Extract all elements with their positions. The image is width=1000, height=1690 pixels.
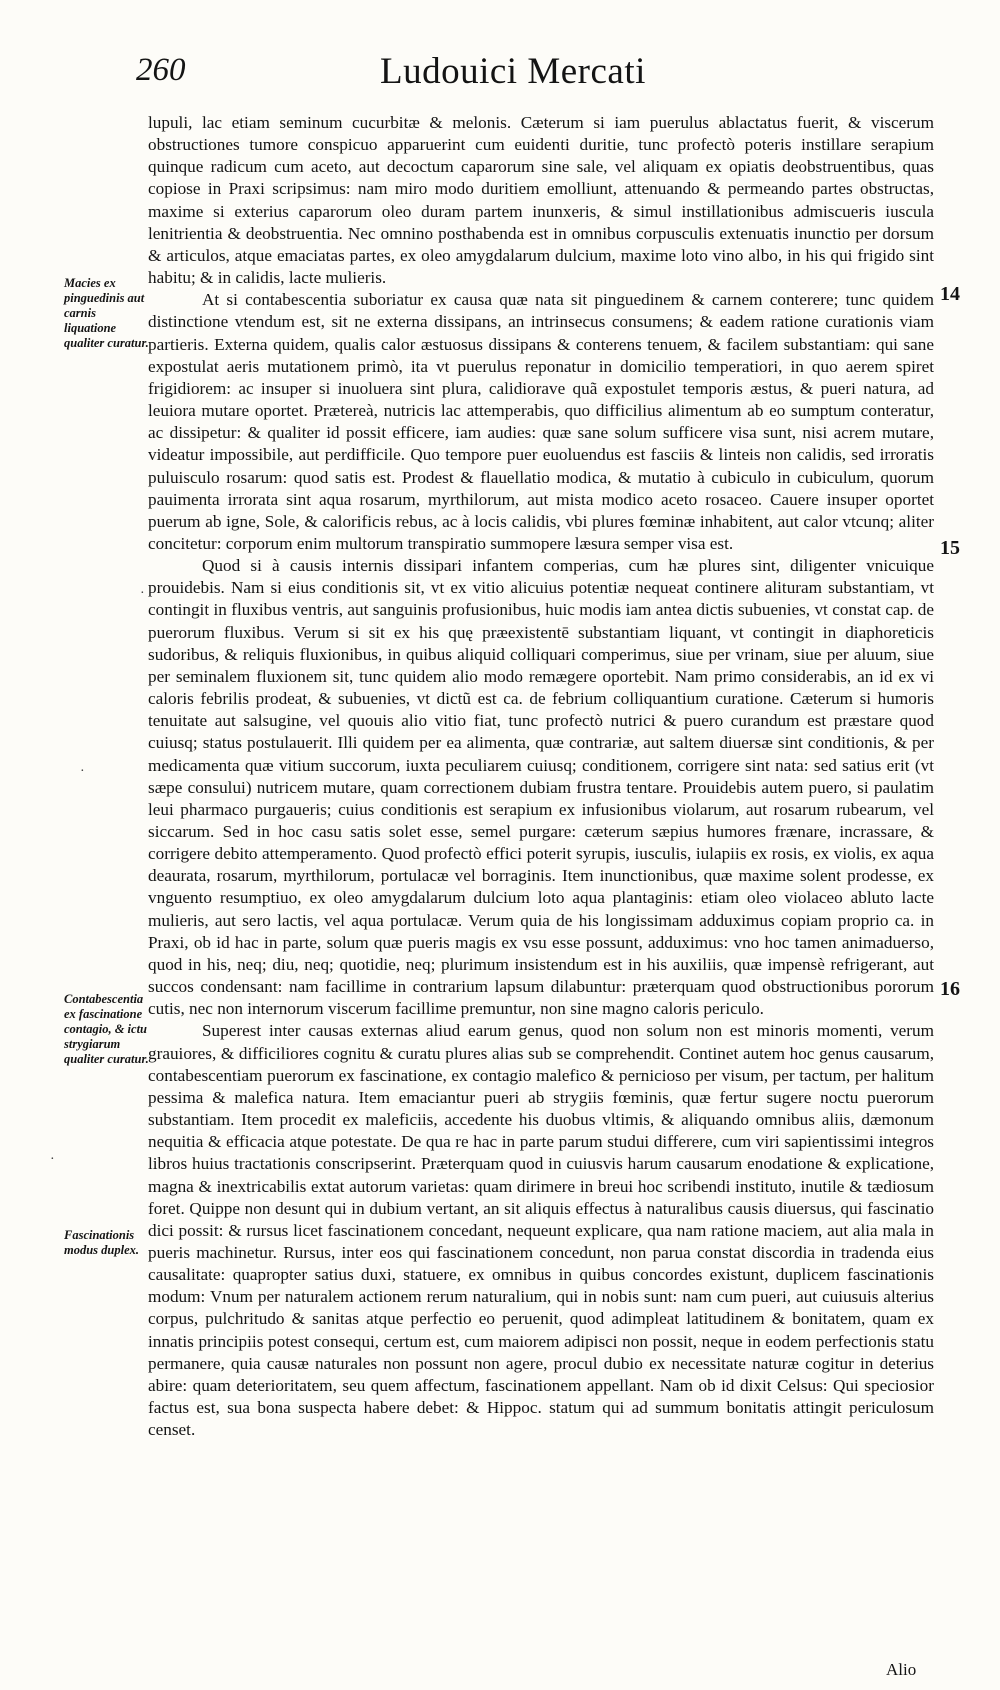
page-number: 260	[136, 52, 186, 88]
marginal-note-fascinationis: Fascinationis modus duplex.	[64, 1228, 140, 1257]
marginal-note-contabescentia: Contabescentia ex fascinatione contagio, & ictu strygiarum qualiter curatur.	[64, 992, 149, 1066]
section-number-15: 15	[940, 537, 960, 559]
section-number-16: 16	[940, 978, 960, 1000]
main-text	[148, 112, 934, 1441]
margin-tick-mark: ·	[140, 586, 145, 601]
running-title: Ludouici Mercati	[380, 51, 646, 92]
paragraph-4: Superest inter causas externas aliud earum genus, quod non solum non est minoris momenti, verum grauiores, & difficiliores cognitu & curatu plures alias sub se comprehendit. Continet autem hoc genus causarum, contabescentiam puerorum ex fascinatione, ex contagio malefico & pernicioso per visum, per tactum, per halitum pessima & malefica natura. Item emaciantur pueri ab strygiis fœminis, quæ fertur sugere noctu puerorum substantiam. Item procedit ex maleficiis, accedente his duobus vltimis, & aliquando omnibus aliis, dæmonum nequitia & efficacia atque potestate. De qua re hac in parte parum studui differere, cum viri sapientissimi integros libros huius tractationis conscripserint. Præterquam quod in cuiusvis harum causarum enodatione & explicatione, magna & inextricabilis extat autorum varietas: quam dirimere in breui hoc scribendi instituto, inutile & tædiosum foret. Quippe non desunt qui in dubium vertant, an sit aliquis effectus à naturalibus causis diuersus, qui fascinatio dici possit: & rursus licet fascinationem concedant, nequeunt explicare, qua nam ratione maciem, aut alia mala in pueris machinetur. Rursus, inter eos qui fascinationem concedunt, non parua constat discordia in tradenda eius causalitate: quapropter satius duxi, statuere, ex omnibus in quibus concordes existunt, duplicem fascinationis modum: Vnum per naturalem actionem rerum naturalium, qui in nobis sunt: nam cum pueri, aut cuiusuis alterius corpus, pulchritudo & sanitas atque perfectio eo peruenit, quod adimpleat latitudinem & bonitatem, quam ex innatis principiis potest consequi, certum est, cum maiorem adipisci non possit, neque in eodem perfectionis statu permanere, quia causæ naturales non possunt non agere, procul dubio ex necessitate naturæ cogitur in deterius abire: quam deterioritatem, seu quem affectum, fascinationem appellant. Nam ob id dixit Celsus: Qui speciosior factus est, sua bona suspecta habere debet: & Hippoc. statum qui ad summum bonitatis attingit periculosum censet.	[148, 1021, 934, 1440]
paragraph-1: lupuli, lac etiam seminum cucurbitæ & melonis. Cæterum si iam puerulus ablactatus fuerit, & viscerum obstructiones tumore conspicuo apparuerint cum euidenti duritie, tunc profectò poteris instillare serapium quinque radicum cum aceto, aut decoctum caparorum sine sale, vel aliquam ex opiatis deobstruentibus, quas copiose in Praxi scripsimus: nam miro modo duritiem emolliunt, attenuando & permeando partes obstructas, maxime si exterius caparorum oleo duram partem inunxeris, & simul instillationibus admiscueris iuscula lenitrientia & deobstruentia. Nec omnino posthabenda est in omnibus corpusculis extenuatis inunctio per dorsum & articulos, atque emaciatas partes, ex oleo amygdalarum dulcium, maxime loto vino albo, in his qui frigido sint habitu; & in calidis, lacte mulieris.	[148, 113, 934, 288]
page-header	[0, 52, 1000, 102]
paragraph-3: Quod si à causis internis dissipari infantem comperias, cum hæ plures sint, diligenter vnicuique prouidebis. Nam si eius conditionis sit, vt ex vitio alicuius potentiæ nequeat continere alituram substantiam, vt contingit in fluxibus ventris, aut sanguinis profusionibus, huic modis iam antea dictis subuenies, vt constat cap. de puerorum fluxibus. Verum si sit ex his quę præexistentē substantiam liquant, vt contingit in diaphoreticis sudoribus, & reliquis fluxionibus, in quibus aliquid colliquari comperimus, siue per vrinam, siue per aluum, siue per seminalem fluxionem sit, tunc quidem alio modo remægere oportebit. Nam primo considerabis, an id ex vi caloris febrilis prodeat, & subuenies, vt dictũ est ca. de febrium colliquantium curatione. Cæterum si humoris tenuitate aut salsugine, vel quouis alio vitio fiat, tunc profectò nutrici & puero curandum est præstare quod cuiusq; status postulauerit. Illi quidem per ea alimenta, quæ contrariæ, aut saltem diuersæ sint conditionis, & per medicamenta quæ vitium succorum, iuxta peculiarem cuiusq; conditionem, corrigere sint nata: sed satius erit (vt sæpe consului) nutricem mutare, quam correctionem dubiam frustra tentare. Prouidebis autem puero, si paulatim leui pharmaco purgaueris; cuius conditionis est serapium ex infusionibus violarum, aut rosarum rubearum, vel siccarum. Sed in hoc casu satis solet esse, semel purgare: cæterum sæpius humores frænare, incrassare, & corrigere debito attemperamento. Quod profectò effici poterit syrupis, iusculis, iulapiis ex rosis, ex violis, ex aqua deaurata, rosarum, myrthilorum, portulacæ vel borraginis. Item inunctionibus, quæ maxime solent prodesse, ex vnguento resumptiuo, ex oleo amygdalarum dulcium loto aqua plantaginis: etiam oleo violaceo abluto lacte mulieris, aut sero lactis, vel aqua portulacæ. Verum quia de his longissimam adduximus copiam proprio ca. in Praxi, ob id hac in parte, solum quæ pueris magis ex vsu esse possunt, adduximus: vno hoc tamen animaduerso, quod in his, neq; diu, neq; quotidie, neq; plurimum insistendum est in his auxiliis, quæ impensè refrigerant, aut succos condensant: nam facillime in contrarium lapsum dilabuntur: præterquam quod obstructionibus pororum cutis, nec non internorum viscerum facillime premuntur, non sine magno caloris periculo.	[148, 556, 934, 1019]
section-number-14: 14	[940, 283, 960, 305]
marginal-note-macies: Macies ex pinguedinis aut carnis liquatione qualiter curatur.	[64, 276, 149, 350]
margin-tick-mark: ·	[80, 764, 85, 779]
margin-tick-mark: ·	[50, 1152, 55, 1167]
catchword: Alio	[886, 1660, 917, 1679]
paragraph-2: At si contabescentia suboriatur ex causa quæ nata sit pinguedinem & carnem conterere; tunc quidem distinctione vtendum est, sit ne externa dissipans, an intrinsecus consumens; & eadem ratione curationis viam partieris. Externa quidem, qualis calor æstuosus dissipans & conterens tenuem, & facilem substantiam: qui sane expostulat aeris mutationem primò, ita vt puerulus reponatur in domicilio temperatiori, in quo aerem spiret frigidiorem: ac insuper si inuoluera sint plura, calidiorave quã expostulet temporis æstus, & pueri natura, ad leuiora mutare oportet. Prætereà, nutricis lac attemperabis, quo difficilius alimentum ab eo sumptum conteratur, ac dissipetur: & qualiter id possit efficere, iam audies: quæ sane solum sufficere visa sunt, nisi acrem mutare, videatur impossibile, aut perdifficile. Quo tempore puer euoluendus est fasciis & linteis non calidis, sed irroratis puluisculo rosarum: quod satis est. Prodest & flauellatio modica, & mutatio à cubiculo in cubiculum, quorum pauimenta irrorata sint aqua rosarum, myrthilorum, aut mista modico aceto rosaceo. Cauere insuper oportet puerum ab igne, Sole, & calorificis rebus, ac à locis calidis, vbi plures fœminæ inhabitent, aut calor vtcunq; aliter concitetur: corporum enim multorum transpiratio summopere læsura semper visa est.	[148, 290, 934, 553]
